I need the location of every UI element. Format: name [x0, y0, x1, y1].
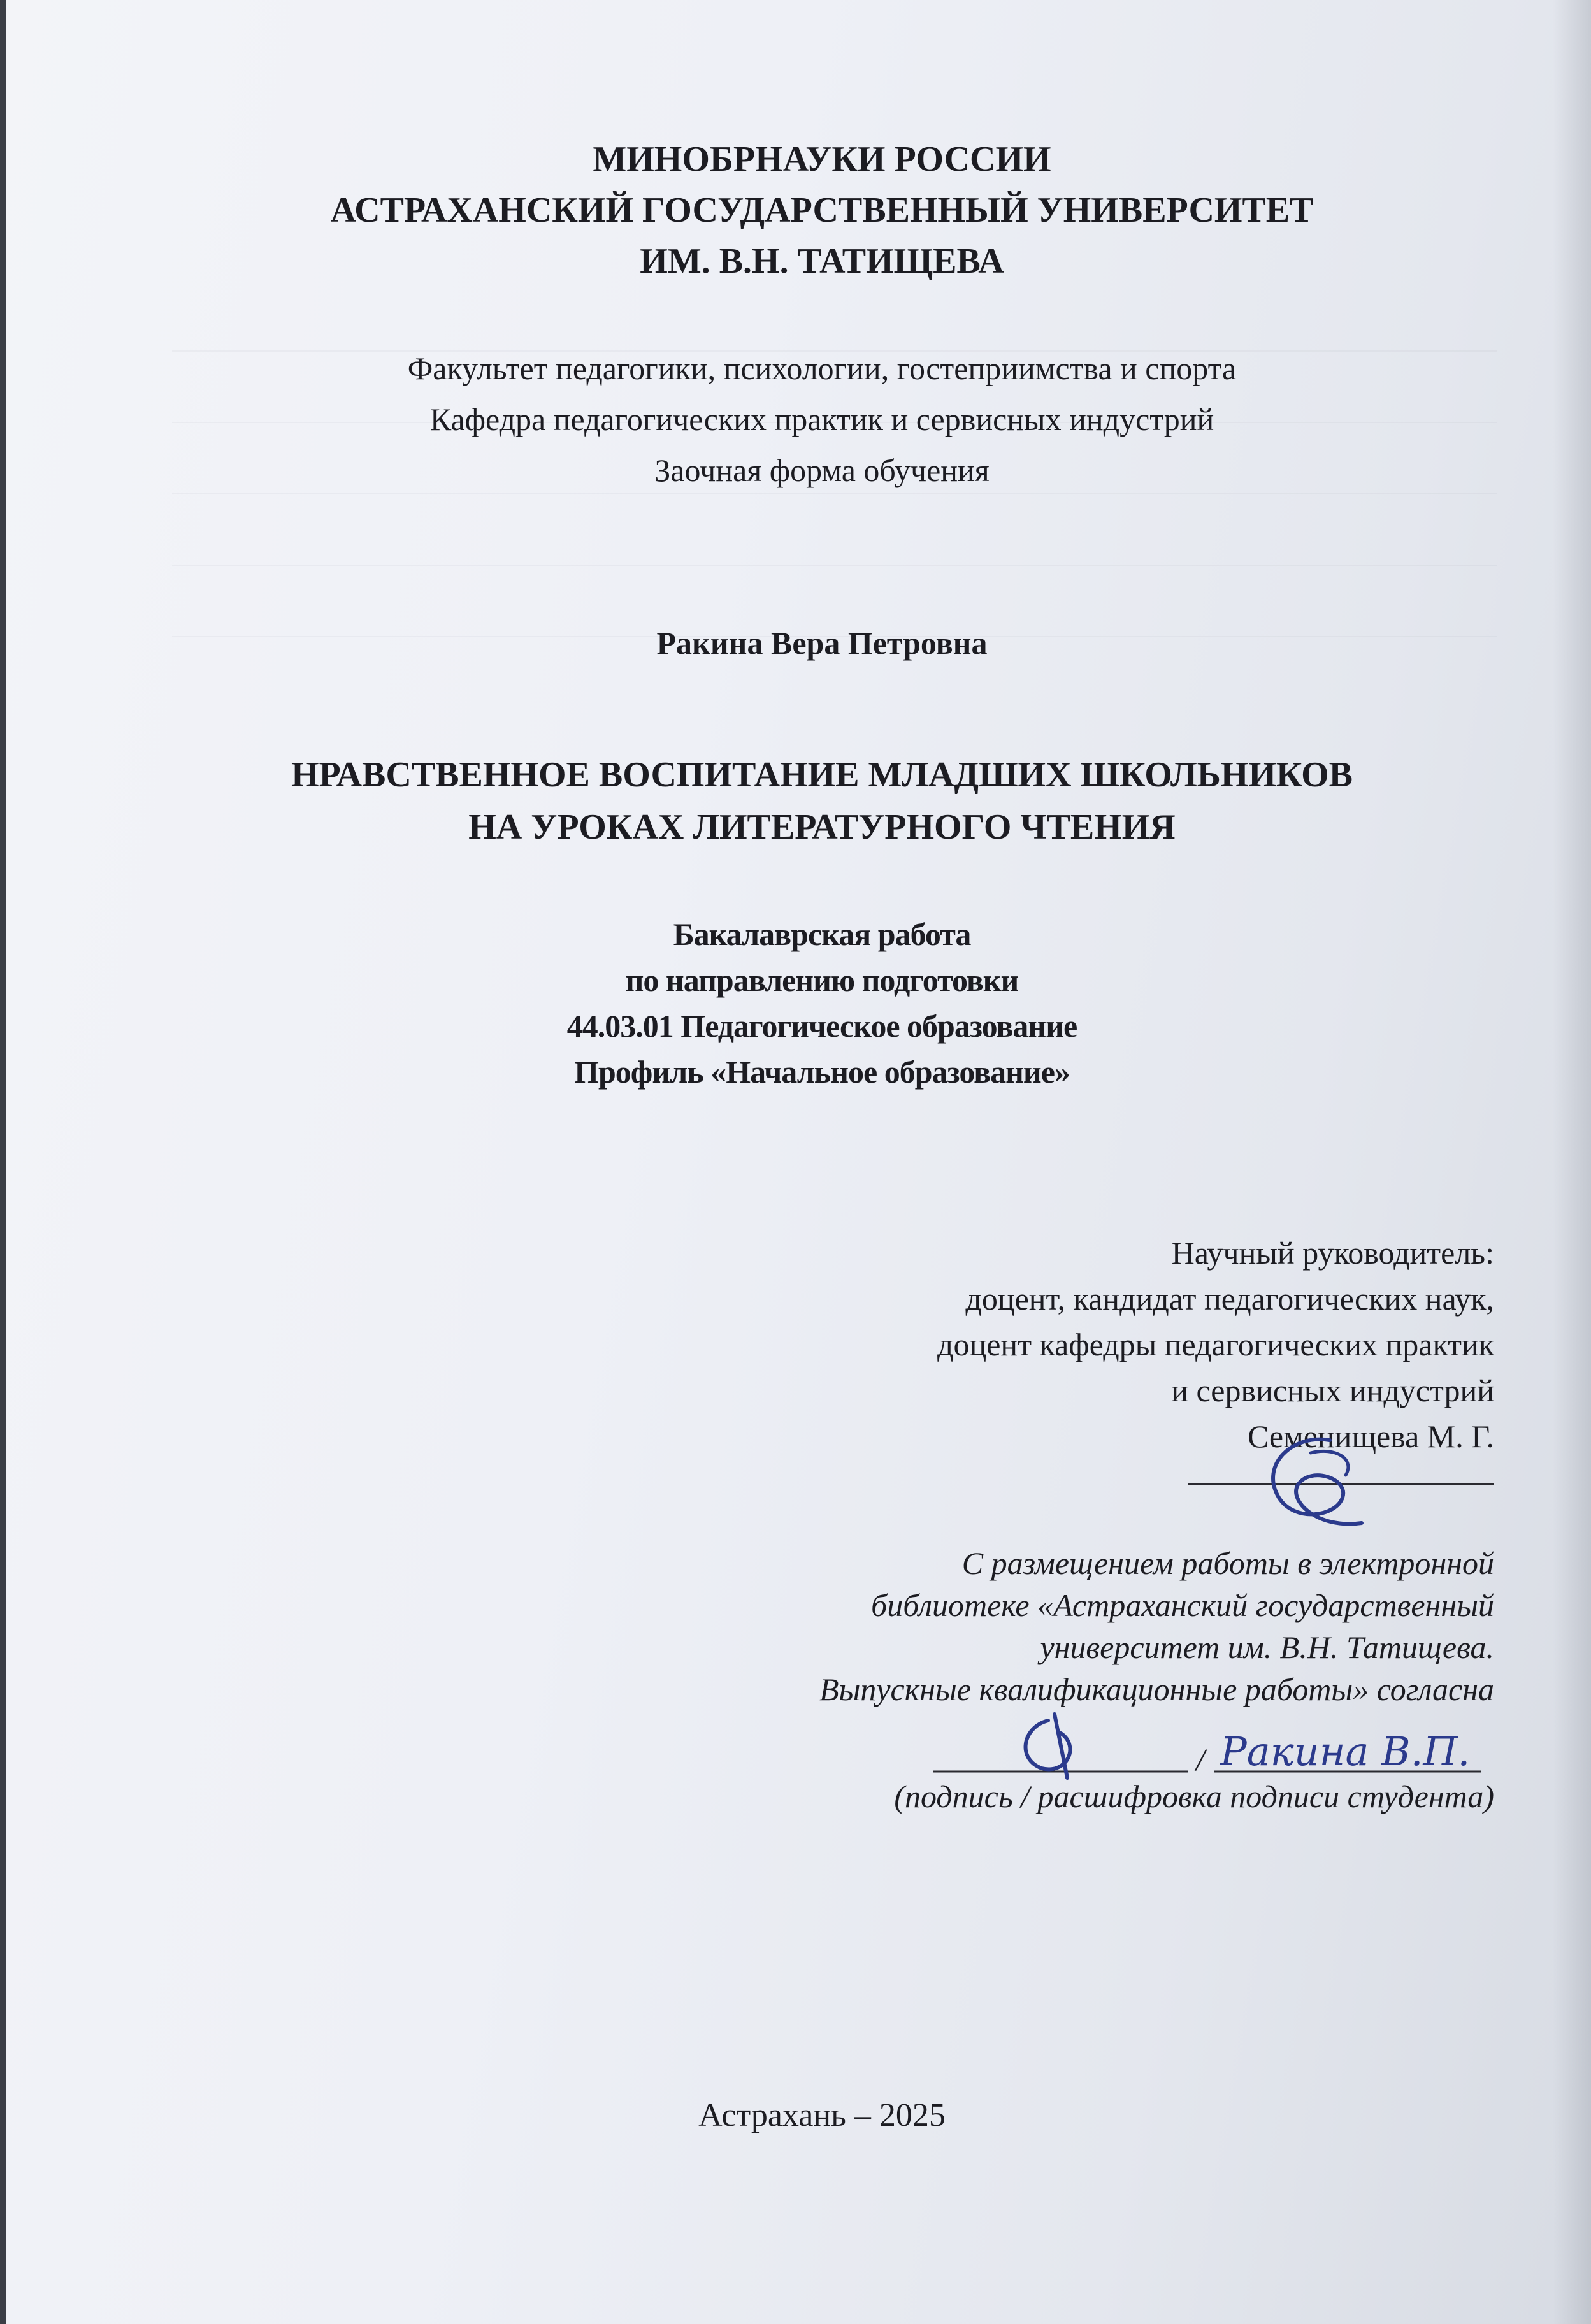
study-form: Заочная форма обучения — [654, 452, 990, 488]
title-line-1: НРАВСТВЕННОЕ ВОСПИТАНИЕ МЛАДШИХ ШКОЛЬНИКОВ — [291, 755, 1353, 795]
title-line-2: НА УРОКАХ ЛИТЕРАТУРНОГО ЧТЕНИЯ — [468, 807, 1176, 847]
faculty-name: Факультет педагогики, психологии, гостеприимства и спорта — [407, 350, 1237, 386]
work-type: Бакалаврская работа — [673, 916, 971, 952]
supervisor-block — [666, 1230, 1494, 1459]
thesis-title — [0, 749, 1591, 853]
supervisor-position-1: доцент кафедры педагогических практик — [937, 1327, 1494, 1362]
supervisor-degree: доцент, кандидат педагогических наук, — [965, 1281, 1494, 1317]
student-signature-area — [921, 1708, 1494, 1784]
work-code: 44.03.01 Педагогическое образование — [566, 1008, 1077, 1044]
work-type-block — [0, 911, 1591, 1095]
consent-block — [538, 1542, 1494, 1710]
consent-line-3: университет им. В.Н. Татищева. — [1040, 1629, 1494, 1665]
department-name: Кафедра педагогических практик и сервисных индустрий — [429, 401, 1214, 437]
student-signature-note: (подпись / расшифровка подписи студента) — [894, 1779, 1494, 1814]
work-direction: по направлению подготовки — [625, 962, 1019, 998]
consent-line-1: С размещением работы в электронной — [961, 1545, 1494, 1581]
header-line-3: ИМ. В.Н. ТАТИЩЕВА — [640, 242, 1004, 281]
header-line-1: МИНОБРНАУКИ РОССИИ — [593, 140, 1051, 179]
student-signature-text: Ракина В.П. — [1220, 1728, 1471, 1775]
consent-line-4: Выпускные квалификационные работы» согласна — [819, 1671, 1494, 1707]
faculty-block — [0, 343, 1591, 496]
consent-line-2: библиотеке «Астраханский государственный — [871, 1587, 1494, 1623]
svg-text:/: / — [1196, 1742, 1205, 1777]
supervisor-label: Научный руководитель: — [1171, 1235, 1494, 1271]
supervisor-name: Семенищева М. Г. — [1247, 1418, 1494, 1454]
supervisor-position-2: и сервисных индустрий — [1171, 1373, 1494, 1408]
header-line-2: АСТРАХАНСКИЙ ГОСУДАРСТВЕННЫЙ УНИВЕРСИТЕТ — [330, 191, 1314, 230]
supervisor-signature — [1234, 1427, 1381, 1536]
author-name: Ракина Вера Петровна — [656, 625, 988, 661]
work-profile: Профиль «Начальное образование» — [574, 1054, 1070, 1090]
ministry-header — [0, 134, 1591, 287]
city-year: Астрахань – 2025 — [698, 2097, 946, 2133]
